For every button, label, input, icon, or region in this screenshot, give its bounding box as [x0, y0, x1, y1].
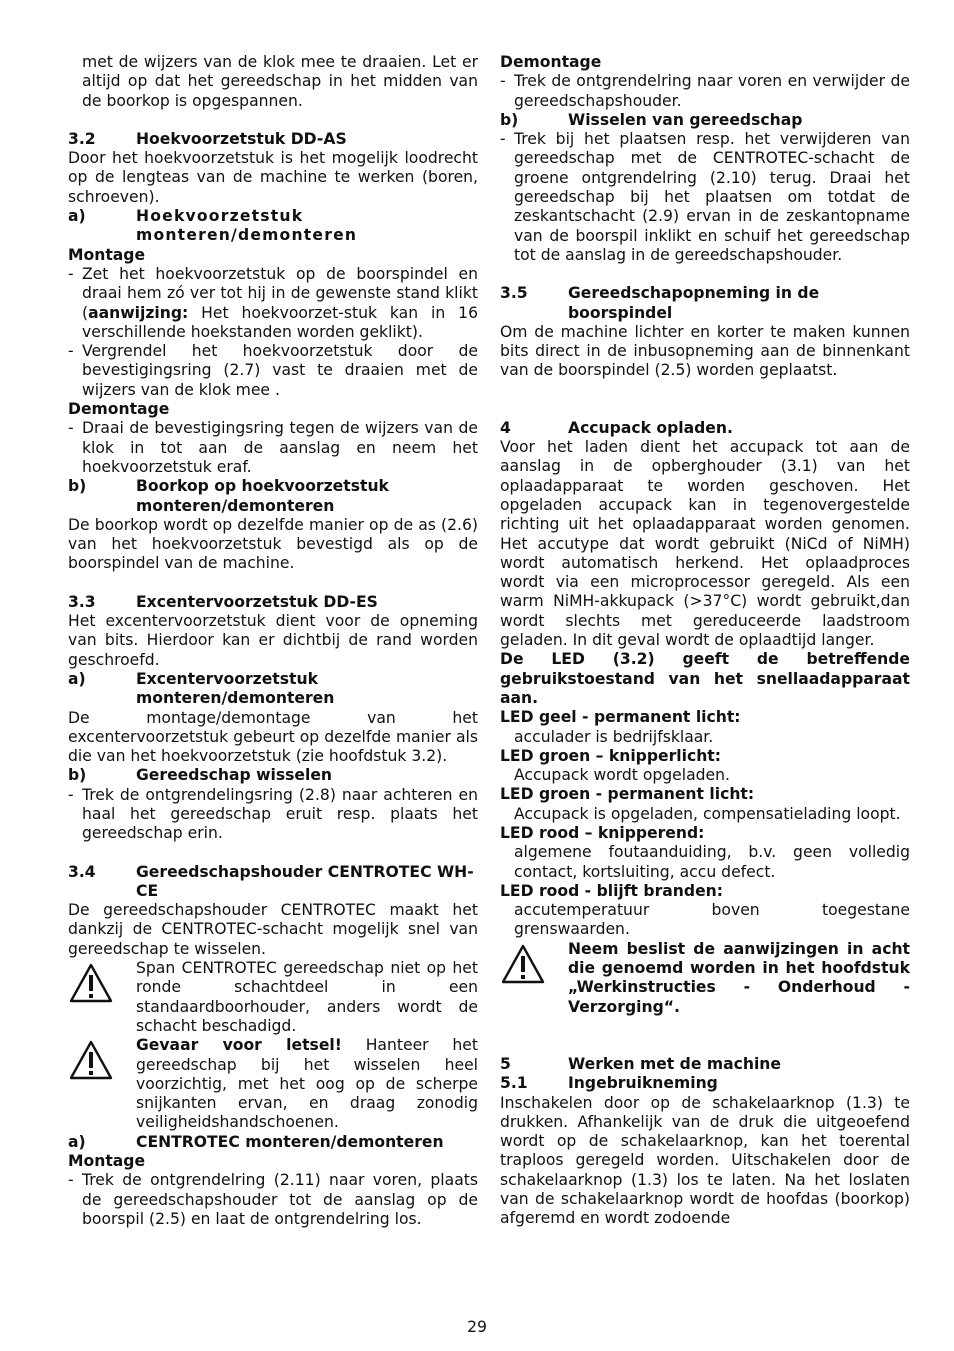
heading-3-5 [500, 284, 910, 323]
heading-3-3 [68, 593, 478, 612]
heading-4 [500, 419, 910, 438]
list-item [68, 265, 478, 342]
label-demontage: Demontage [68, 400, 170, 419]
left-column [68, 53, 478, 1229]
heading-5 [500, 1055, 910, 1074]
subheading-letter: a) [68, 669, 86, 688]
heading-number: 4 [500, 418, 511, 437]
paragraph: De montage/demontage van het excentervoorzetstuk gebeurt op dezelfde manier als die van het hoekvoorzetstuk (zie hoofdstuk 3.2). [68, 708, 478, 766]
intro-text: met de wijzers van de klok mee te draaien. Let er altijd op dat het gereedschap in het midden van de boorkop is opgespannen. [82, 53, 478, 110]
list-item [68, 1171, 478, 1229]
warning-block [68, 1036, 478, 1132]
label-demontage: Demontage [500, 53, 602, 71]
subheading-b [500, 111, 910, 130]
heading-number: 3.5 [500, 284, 528, 303]
list-item [500, 130, 910, 265]
heading-title: Excentervoorzetstuk DD-ES [136, 592, 378, 611]
subheading-3-2-b [68, 477, 478, 516]
subheading-title: Gereedschap wisselen [136, 766, 333, 785]
led-text: Accupack is opgeladen, compensatielading loopt. [514, 804, 901, 823]
dash-marker: - [68, 342, 74, 361]
warning-block [68, 959, 478, 1036]
warning-text: Span CENTROTEC gereedschap niet op het ronde schachtdeel in een standaardboorhouder, anders wordt de schacht beschadigd. [136, 959, 478, 1035]
led-intro: De LED (3.2) geeft de betreffende gebruikstoestand van het snellaadapparaat aan. [500, 650, 910, 707]
warning-title: Gevaar voor letsel! [136, 1036, 342, 1055]
warning-triangle-icon [68, 959, 136, 1036]
led-text: Accupack wordt opgeladen. [514, 766, 730, 785]
list-item-text: Draai de bevestigingsring tegen de wijzers van de klok in tot aan de aanslag en neem het hoekvoorzetstuk eraf. [82, 419, 478, 476]
right-column [500, 53, 910, 1229]
dash-marker: - [68, 419, 74, 438]
list-item [68, 419, 478, 477]
led-label: LED groen - permanent licht: [500, 785, 755, 804]
list-item-text: Zet het hoekvoorzetstuk op de boorspindel en draai hem zó ver tot hij in de gewenste stand klikt ( [82, 264, 478, 322]
heading-3-2 [68, 130, 478, 149]
heading-number: 5 [500, 1054, 511, 1073]
label-montage: Montage [68, 1152, 146, 1171]
led-label: LED rood – knipperend: [500, 823, 705, 842]
list-item-text: Trek de ontgrendelingsring (2.8) naar achteren en haal het gereedschap eruit resp. plaats het gereedschap erin. [82, 785, 478, 843]
paragraph: Voor het laden dient het accupack tot aan de aanslag in de opberghouder (3.1) van het oplaadapparaat te worden geschoven. Het opgeladen accupack kan in tegenovergestelde richting uit het oplaadapparaat worden genomen. Het accutype dat wordt gebruikt (NiCd of NiMH) wordt automatisch herkend. Het oplaadproces wordt via een microprocessor geregeld. Als een warm NiMH-akkupack (>37°C) wordt gebruikt,dan wordt slechts met gereduceerde laadstroom geladen. In dit geval wordt de oplaadtijd langer. [500, 438, 910, 650]
list-item [500, 72, 910, 111]
subheading-3-4-a [68, 1133, 478, 1152]
warning-triangle-icon [500, 940, 568, 1017]
warning-triangle-icon [68, 1036, 136, 1132]
list-item-text: Trek de ontgrendelring (2.11) naar voren, plaats de gereedschapshouder tot de aanslag op de boorspil (2.5) en laat de ontgrendelring los. [82, 1171, 478, 1228]
led-label: LED rood - blijft branden: [500, 881, 723, 900]
subheading-title: Boorkop op hoekvoorzetstuk monteren/demonteren [136, 477, 389, 515]
paragraph: Om de machine lichter en korter te maken kunnen bits direct in de inbusopneming aan de binnenkant van de boorspindel (2.5) worden geplaatst. [500, 322, 910, 380]
list-item-text: Het hoekvoorzet-stuk kan in 16 verschillende hoekstanden worden geklikt). [82, 303, 478, 341]
heading-title: Accupack opladen. [568, 418, 733, 437]
heading-5-1 [500, 1074, 910, 1093]
list-item-text: Vergrendel het hoekvoorzetstuk door de bevestigingsring (2.7) vast te draaien met de wijzers van de klok mee . [82, 342, 478, 399]
subheading-letter: a) [68, 1132, 86, 1151]
heading-title: Hoekvoorzetstuk DD-AS [136, 129, 347, 148]
dash-marker: - [68, 785, 74, 804]
page-number: 29 [467, 1318, 487, 1336]
paragraph: De gereedschapshouder CENTROTEC maakt het dankzij de CENTROTEC-schacht mogelijk snel van gereedschap te wisselen. [68, 901, 478, 958]
dash-marker: - [68, 264, 74, 283]
subheading-title: Hoekvoorzetstuk monteren/demonteren [136, 207, 358, 245]
subheading-3-3-a [68, 670, 478, 709]
paragraph: Door het hoekvoorzetstuk is het mogelijk loodrecht op de lengteas van de machine te werken (boren, schroeven). [68, 149, 478, 206]
led-label: LED groen – knipperlicht: [500, 746, 721, 765]
subheading-3-2-a [68, 207, 478, 246]
dash-marker: - [500, 72, 506, 91]
subheading-letter: b) [68, 766, 87, 785]
heading-number: 3.4 [68, 862, 96, 881]
paragraph: Inschakelen door op de schakelaarknop (1.3) te drukken. Afhankelijk van de druk die uitgeoefend wordt op de schakelaarknop, kan het toerental traploos geregeld worden. Uitschakelen door de schakelaarknop (1.3) los te laten. Na het loslaten van de schakelaarknop wordt de hoofdas (boorkop) afgeremd en wordt zodoende [500, 1093, 910, 1228]
heading-number: 3.3 [68, 592, 96, 611]
warning-text: Hanteer het gereedschap bij het wisselen heel voorzichtig, met het oog op de scherpe snijkanten ervan, en draag zonodig veiligheidshandschoenen. [136, 1036, 478, 1132]
subheading-3-3-b [68, 766, 478, 785]
subheading-title: Excentervoorzetstuk monteren/demonteren [136, 669, 335, 708]
dash-marker: - [500, 130, 506, 149]
list-item [68, 786, 478, 844]
list-item-text: Trek de ontgrendelring naar voren en verwijder de gereedschapshouder. [514, 72, 910, 110]
subheading-title: Wisselen van gereedschap [568, 110, 803, 129]
dash-marker: - [68, 1171, 74, 1190]
subheading-letter: b) [500, 110, 519, 129]
subheading-title: CENTROTEC monteren/demonteren [136, 1132, 444, 1151]
hint-label: aanwijzing: [88, 303, 189, 322]
label-montage: Montage [68, 245, 146, 264]
heading-number: 3.2 [68, 129, 96, 148]
heading-3-4 [68, 863, 478, 902]
led-text: algemene foutaanduiding, b.v. geen volledig contact, kortsluiting, accu defect. [514, 843, 910, 881]
paragraph: Het excentervoorzetstuk dient voor de opneming van bits. Hierdoor kan er dichtbij de rand worden geschroefd. [68, 612, 478, 669]
list-item [68, 342, 478, 400]
led-label: LED geel - permanent licht: [500, 708, 741, 727]
warning-block [500, 940, 910, 1017]
subheading-letter: a) [68, 207, 86, 226]
heading-title: Gereedschapopneming in de boorspindel [568, 284, 820, 322]
led-text: acculader is bedrijfsklaar. [514, 727, 714, 746]
heading-title: Gereedschapshouder CENTROTEC WH-CE [136, 862, 474, 900]
heading-number: 5.1 [500, 1074, 528, 1093]
heading-title: Werken met de machine [568, 1054, 781, 1073]
heading-title: Ingebruikneming [568, 1074, 718, 1093]
list-item-text: Trek bij het plaatsen resp. het verwijderen van gereedschap met de CENTROTEC-schacht de groene ontgrendelring (2.10) terug. Draai het gereedschap bij het plaatsen om totdat de zeskantschacht (2.9) ervan in de zeskantopname van de boorspil inklikt en schuif het gereedschap tot de aanslag in de gereedschapshouder. [514, 130, 910, 264]
subheading-letter: b) [68, 477, 87, 496]
warning-text: Neem beslist de aanwijzingen in acht die genoemd worden in het hoofdstuk „Werkinstructies - Onderhoud - Verzorging“. [568, 939, 910, 1016]
led-text: accutemperatuur boven toegestane grenswaarden. [514, 901, 910, 939]
paragraph: De boorkop wordt op dezelfde manier op de as (2.6) van het hoekvoorzetstuk bevestigd als op de boorspindel van de machine. [68, 515, 478, 573]
